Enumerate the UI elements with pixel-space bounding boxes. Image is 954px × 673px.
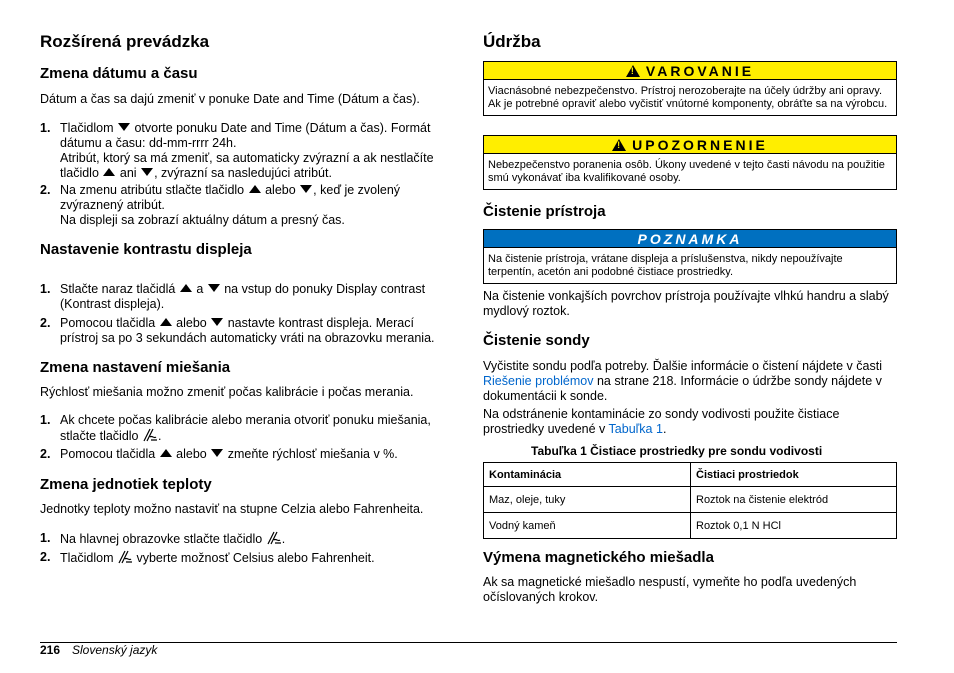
footer-language: Slovenský jazyk [72, 643, 158, 657]
note-header: POZNAMKA [484, 230, 896, 248]
list-number: 2. [40, 183, 51, 197]
table-link[interactable]: Tabuľka 1 [608, 422, 663, 436]
heading-date-time: Zmena dátumu a času [40, 65, 198, 82]
up-arrow-icon [103, 168, 115, 176]
table-caption: Tabuľka 1 Čistiace prostriedky pre sondu vodivosti [531, 444, 823, 458]
troubleshooting-link[interactable]: Riešenie problémov [483, 374, 594, 388]
warning-header: ! VAROVANIE [484, 62, 896, 80]
up-arrow-icon [160, 318, 172, 326]
note-box [483, 229, 897, 284]
warning-icon [626, 65, 640, 77]
temperature-intro: Jednotky teploty možno nastaviť na stupne Celzia alebo Fahrenheita. [40, 502, 424, 516]
stir-icon [117, 550, 133, 564]
table-header-row [484, 463, 897, 487]
note-text: Na čistenie prístroja, vrátane displeja a príslušenstva, nikdy nepoužívajte terpentín, acetón ani podobné čistiace prostriedky. [488, 253, 843, 278]
up-arrow-icon [160, 449, 172, 457]
list-number: 1. [40, 121, 51, 135]
stirrer-text: Ak sa magnetické miešadlo nespustí, vymeňte ho podľa uvedených očíslovaných krokov. [483, 575, 857, 604]
table-row [484, 513, 897, 539]
footer-rule [40, 642, 897, 643]
list-item-date-2: Na zmenu atribútu stlačte tlačidlo alebo , keď je zvolený zvýraznený atribút. Na displeji sa zobrazí aktuálny dátum a presný čas. [60, 183, 401, 227]
list-item-date-1: Tlačidlom otvorte ponuku Date and Time (Dátum a čas). Formát dátumu a času: dd-mm-rrrr 24h. Atribút, ktorý sa má zmeniť, sa automaticky zvýrazní a ak nestlačíte tlačidlo ani , zvýrazní sa nasledujúci atribút. [60, 121, 434, 180]
warning-icon [612, 139, 626, 151]
table-row [484, 487, 897, 513]
list-item-temp-2: Tlačidlom vyberte možnosť Celsius alebo Fahrenheit. [60, 551, 375, 565]
list-number: 1. [40, 413, 51, 427]
table-cell: Roztok na čistenie elektród [691, 487, 897, 513]
date-time-intro: Dátum a čas sa dajú zmeniť v ponuke Date and Time (Dátum a čas). [40, 92, 420, 106]
down-arrow-icon [211, 318, 223, 326]
page-number: 216 [40, 643, 61, 657]
caution-text: Nebezpečenstvo poranenia osôb. Úkony uvedené v tejto časti návodu na použitie smú vykonávať iba kvalifikované osoby. [488, 159, 885, 184]
list-number: 2. [40, 316, 51, 330]
list-item-contrast-2: Pomocou tlačidla alebo nastavte kontrast displeja. Merací prístroj sa po 3 sekundách automaticky vráti na obrazovku merania. [60, 316, 435, 345]
up-arrow-icon [249, 185, 261, 193]
caution-box [483, 135, 897, 190]
stir-icon [142, 428, 158, 442]
heading-stirrer: Výmena magnetického miešadla [483, 549, 714, 566]
down-arrow-icon [300, 185, 312, 193]
down-arrow-icon [118, 123, 130, 131]
table-cell: Maz, oleje, tuky [484, 487, 691, 513]
list-item-contrast-1: Stlačte naraz tlačidlá a na vstup do ponuky Display contrast (Kontrast displeja). [60, 282, 426, 311]
caution-header: ! UPOZORNENIE [484, 136, 896, 154]
clean-probe-p2: Na odstránenie kontaminácie zo sondy vodivosti použite čistiace prostriedky uvedené v Tabuľka 1. [483, 407, 840, 436]
list-number: 1. [40, 531, 51, 545]
table-header-cell: Kontaminácia [484, 463, 691, 487]
list-number: 2. [40, 447, 51, 461]
list-item-stir-1: Ak chcete počas kalibrácie alebo merania otvoriť ponuku miešania, stlačte tlačidlo . [60, 413, 431, 443]
table-cell: Vodný kameň [484, 513, 691, 539]
list-number: 2. [40, 550, 51, 564]
heading-clean-probe: Čistenie sondy [483, 332, 590, 349]
list-item-temp-1: Na hlavnej obrazovke stlačte tlačidlo . [60, 532, 286, 546]
maintenance-title: Údržba [483, 32, 541, 51]
list-number: 1. [40, 282, 51, 296]
clean-instrument-text: Na čistenie vonkajších povrchov prístroja používajte vlhkú handru a slabý mydlový roztok. [483, 289, 889, 318]
heading-temperature: Zmena jednotiek teploty [40, 476, 212, 493]
heading-clean-instrument: Čistenie prístroja [483, 203, 606, 220]
warning-box [483, 61, 897, 116]
up-arrow-icon [180, 284, 192, 292]
down-arrow-icon [211, 449, 223, 457]
down-arrow-icon [141, 168, 153, 176]
warning-text: Viacnásobné nebezpečenstvo. Prístroj nerozoberajte na účely údržby ani opravy. Ak je potrebné opraviť alebo vyčistiť vnútorné komponenty, obráťte sa na výrobcu. [488, 85, 888, 110]
heading-contrast: Nastavenie kontrastu displeja [40, 241, 252, 258]
table-cell: Roztok 0,1 N HCl [691, 513, 897, 539]
cleaning-table [483, 462, 897, 539]
heading-stirring: Zmena nastavení miešania [40, 359, 231, 376]
section-title: Rozšírená prevádzka [40, 32, 210, 51]
stir-icon [266, 531, 282, 545]
list-item-stir-2: Pomocou tlačidla alebo zmeňte rýchlosť miešania v %. [60, 447, 398, 461]
down-arrow-icon [208, 284, 220, 292]
clean-probe-p1: Vyčistite sondu podľa potreby. Ďalšie informácie o čistení nájdete v časti Riešenie problémov na strane 218. Informácie o údržbe sondy nájdete v dokumentácii k sonde. [483, 359, 882, 403]
table-header-cell: Čistiaci prostriedok [691, 463, 897, 487]
stirring-intro: Rýchlosť miešania možno zmeniť počas kalibrácie i počas merania. [40, 385, 414, 399]
